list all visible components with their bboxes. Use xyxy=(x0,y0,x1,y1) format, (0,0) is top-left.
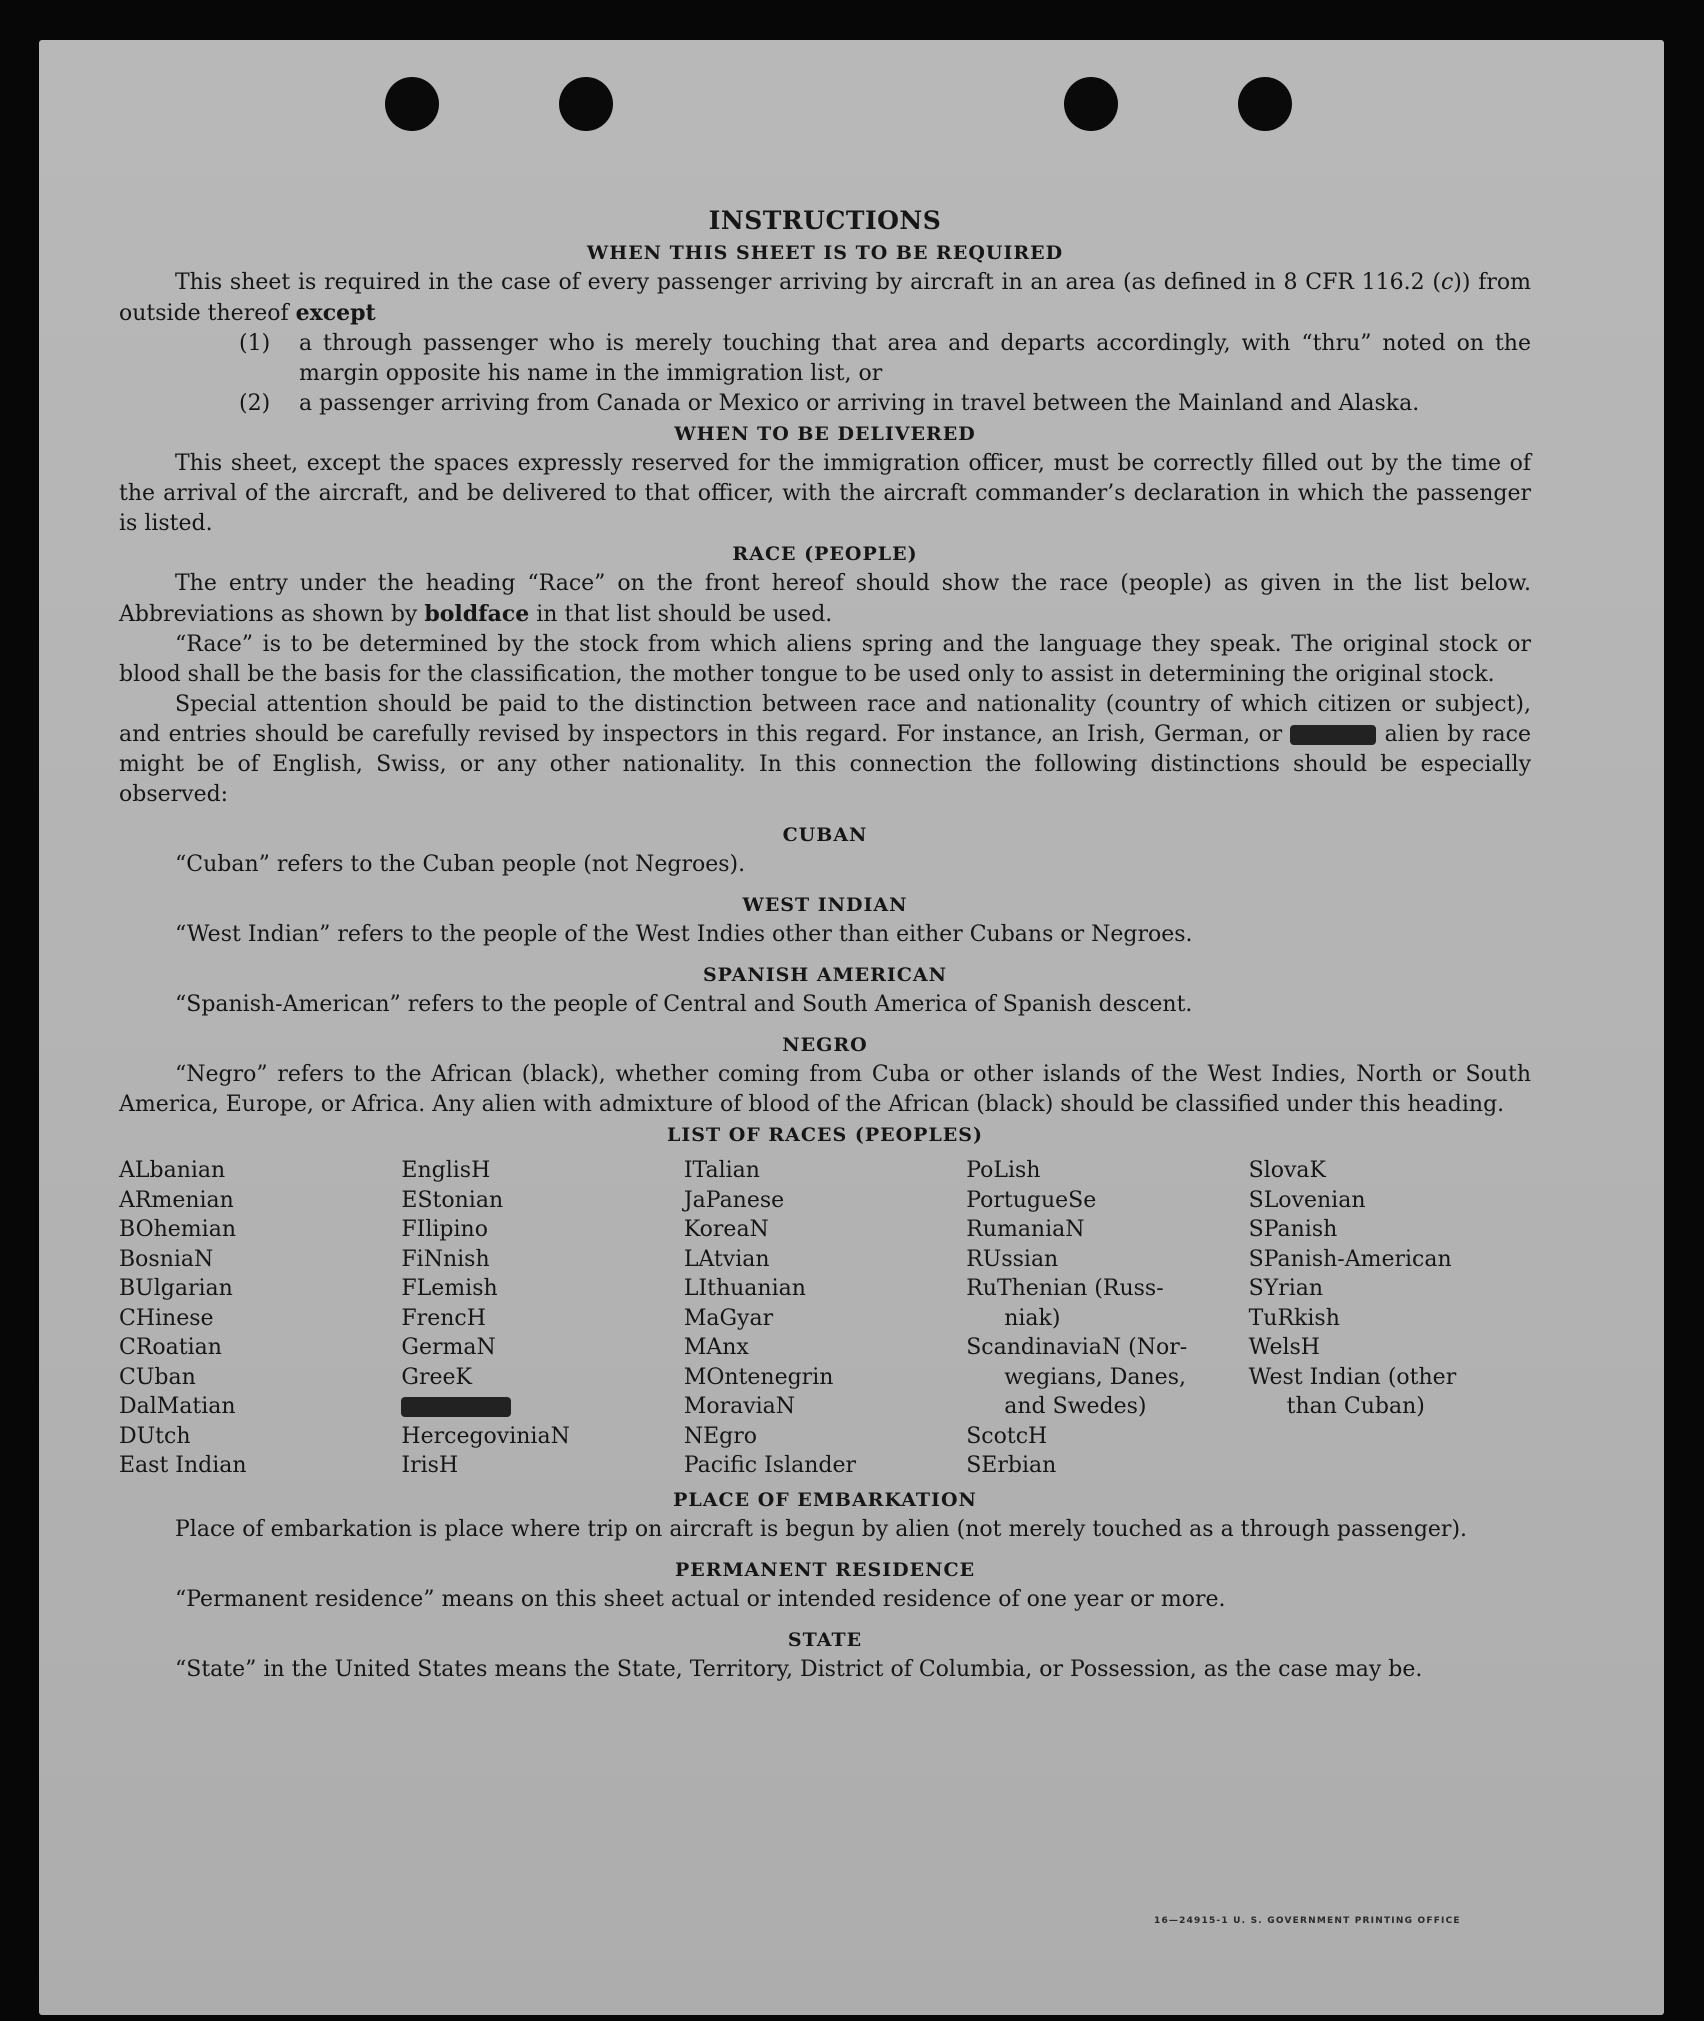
race-entry: CHinese xyxy=(119,1305,214,1331)
page-title: INSTRUCTIONS xyxy=(708,206,942,235)
section-heading-races-list: LIST OF RACES (PEOPLES) xyxy=(667,1124,983,1146)
race-entry: ITalian xyxy=(683,1158,760,1183)
race-entry: MaGyar xyxy=(683,1305,774,1331)
race-entry: NEgro xyxy=(683,1423,757,1449)
race-entry: FrencH xyxy=(401,1305,486,1331)
race-entry: MoraviaN xyxy=(683,1394,796,1419)
document-body xyxy=(119,204,1531,1685)
race-entry: IrisH xyxy=(401,1453,459,1478)
races-column xyxy=(684,1156,966,1481)
race-entry: WelsH xyxy=(1248,1335,1320,1360)
printing-office-footer: 16—24915-1 U. S. GOVERNMENT PRINTING OFFICE xyxy=(1154,1916,1461,1926)
section-heading-race: RACE (PEOPLE) xyxy=(732,543,918,565)
punch-hole xyxy=(385,77,439,131)
race-paragraph-2: “Race” is to be determined by the stock from which aliens spring and the language they speak. The original stock or blood shall be the basis for the classification, the mother tongue to be used only to assist in determining the original stock. xyxy=(119,632,1531,687)
west-indian-text: “West Indian” refers to the people of the West Indies other than either Cubans or Negroes. xyxy=(175,922,1193,947)
race-entry: SPanish-American xyxy=(1248,1246,1452,1272)
embarkation-text: Place of embarkation is place where trip on aircraft is begun by alien (not merely touched as a through passenger). xyxy=(175,1516,1468,1542)
section-heading-state: STATE xyxy=(787,1628,863,1651)
race-p1-text: The entry under the heading “Race” on the front hereof should show the race (people) as given in the list below. Abbreviations as shown by xyxy=(119,571,1531,627)
race-entry: Pacific Islander xyxy=(683,1453,857,1478)
race-entry: HercegoviniaN xyxy=(401,1423,570,1449)
redaction-mark xyxy=(1290,725,1376,745)
section-heading-cuban: CUBAN xyxy=(782,824,868,846)
race-paragraph-3 xyxy=(119,690,1531,810)
race-entry: JaPanese xyxy=(683,1187,785,1213)
race-entry: FLemish xyxy=(401,1276,498,1301)
race-entry: SPanish xyxy=(1248,1217,1338,1242)
race-entry: EnglisH xyxy=(401,1158,491,1183)
race-entry: FiNnish xyxy=(401,1246,490,1272)
cuban-text: “Cuban” refers to the Cuban people (not Negroes). xyxy=(175,852,746,877)
race-entry: SlovaK xyxy=(1248,1158,1326,1183)
required-intro-except: except xyxy=(295,300,376,326)
races-table xyxy=(119,1156,1531,1481)
item-text: a through passenger who is merely touching that area and departs accordingly, with “thru” noted on the margin opposite his name in the immigration list, or xyxy=(299,331,1531,386)
race-entry: RUssian xyxy=(966,1246,1059,1272)
race-entry: SYrian xyxy=(1248,1276,1324,1301)
races-column xyxy=(119,1156,401,1481)
race-entry: GreeK xyxy=(401,1364,472,1390)
punch-hole xyxy=(559,77,613,131)
race-entry: BosniaN xyxy=(119,1246,214,1272)
section-heading-west-indian: WEST INDIAN xyxy=(742,894,908,916)
races-column xyxy=(1249,1156,1531,1481)
race-entry-redacted xyxy=(401,1392,683,1422)
race-entry: ScandinaviaN (Nor- xyxy=(966,1335,1188,1360)
race-entry: FIlipino xyxy=(401,1217,488,1242)
race-entry: CRoatian xyxy=(119,1335,222,1360)
race-entry: GermaN xyxy=(401,1335,496,1360)
race-entry: EStonian xyxy=(401,1187,504,1213)
required-intro-italic: c xyxy=(1440,270,1454,295)
section-heading-delivered: WHEN TO BE DELIVERED xyxy=(674,423,976,445)
race-p1-text-2: in that list should be used. xyxy=(529,602,833,627)
race-entry: MOntenegrin xyxy=(683,1364,834,1390)
race-entry-continued: than Cuban) xyxy=(1286,1394,1425,1419)
required-intro xyxy=(119,268,1531,329)
race-entry: DUtch xyxy=(119,1423,191,1449)
section-heading-embarkation: PLACE OF EMBARKATION xyxy=(673,1488,977,1511)
item-number: (1) xyxy=(239,331,271,356)
race-entry: BOhemian xyxy=(119,1217,236,1242)
item-number: (2) xyxy=(239,391,271,416)
race-entry: PortugueSe xyxy=(966,1187,1097,1213)
section-heading-spanish-american: SPANISH AMERICAN xyxy=(702,964,948,986)
race-entry: KoreaN xyxy=(683,1217,769,1242)
residence-text: “Permanent residence” means on this sheet actual or intended residence of one year or more. xyxy=(175,1586,1226,1612)
race-entry: ARmenian xyxy=(119,1187,234,1213)
section-heading-negro: NEGRO xyxy=(782,1034,868,1056)
race-entry-continued: and Swedes) xyxy=(1004,1394,1147,1419)
race-entry: RumaniaN xyxy=(966,1217,1085,1242)
redaction-mark xyxy=(401,1397,511,1417)
race-p1-bold: boldface xyxy=(424,601,530,627)
race-entry: PoLish xyxy=(966,1158,1041,1183)
race-entry: CUban xyxy=(119,1364,196,1390)
race-entry: BUlgarian xyxy=(119,1276,233,1301)
race-p3-text: Special attention should be paid to the distinction between race and nationality (country of which citizen or subject), and entries should be carefully revised by inspectors in this regard. For instance, an Irish, German, or xyxy=(119,692,1531,747)
race-entry: SLovenian xyxy=(1248,1187,1366,1213)
item-text: a passenger arriving from Canada or Mexico or arriving in travel between the Mainland and Alaska. xyxy=(299,391,1420,416)
race-entry: East Indian xyxy=(119,1453,247,1478)
required-intro-text: This sheet is required in the case of every passenger arriving by aircraft in an area (as defined in 8 CFR 116.2 ( xyxy=(175,270,1441,295)
race-entry: MAnx xyxy=(683,1335,749,1360)
race-entry: TuRkish xyxy=(1248,1305,1340,1331)
races-column xyxy=(966,1156,1248,1481)
races-column xyxy=(401,1156,683,1481)
race-paragraph-1 xyxy=(119,569,1531,630)
state-text: “State” in the United States means the State, Territory, District of Columbia, or Possession, as the case may be. xyxy=(175,1656,1423,1682)
race-entry: SErbian xyxy=(966,1453,1057,1478)
document-sheet xyxy=(39,40,1664,2015)
race-entry: RuThenian (Russ- xyxy=(966,1276,1164,1301)
list-item xyxy=(119,329,1531,389)
list-item xyxy=(119,389,1531,419)
race-entry: West Indian (other xyxy=(1248,1364,1457,1390)
race-entry: LIthuanian xyxy=(683,1276,806,1301)
race-entry: LAtvian xyxy=(683,1246,770,1272)
race-p3-text-2: alien by race might be of English, Swiss, or any other nationality. In this connection the following distinctions should be especially observed: xyxy=(119,722,1531,807)
punch-hole xyxy=(1064,77,1118,131)
required-intro-text-2: )) from outside thereof xyxy=(119,270,1531,326)
race-entry: ALbanian xyxy=(119,1158,226,1183)
negro-text: “Negro” refers to the African (black), whether coming from Cuba or other islands of the West Indies, North or South America, Europe, or Africa. Any alien with admixture of blood of the African (black) should be classified under this heading. xyxy=(119,1062,1531,1117)
section-heading-residence: PERMANENT RESIDENCE xyxy=(674,1558,976,1581)
race-entry: DalMatian xyxy=(119,1394,236,1419)
punch-hole xyxy=(1238,77,1292,131)
section-heading-required: WHEN THIS SHEET IS TO BE REQUIRED xyxy=(586,242,1064,264)
delivered-text: This sheet, except the spaces expressly reserved for the immigration officer, must be correctly filled out by the time of the arrival of the aircraft, and be delivered to that officer, with the aircraft commander’s declaration in which the passenger is listed. xyxy=(119,451,1531,536)
race-entry: ScotcH xyxy=(966,1423,1048,1449)
race-entry-continued: niak) xyxy=(1004,1305,1061,1331)
spanish-american-text: “Spanish-American” refers to the people of Central and South America of Spanish descent. xyxy=(175,992,1193,1017)
race-entry-continued: wegians, Danes, xyxy=(1004,1364,1186,1390)
